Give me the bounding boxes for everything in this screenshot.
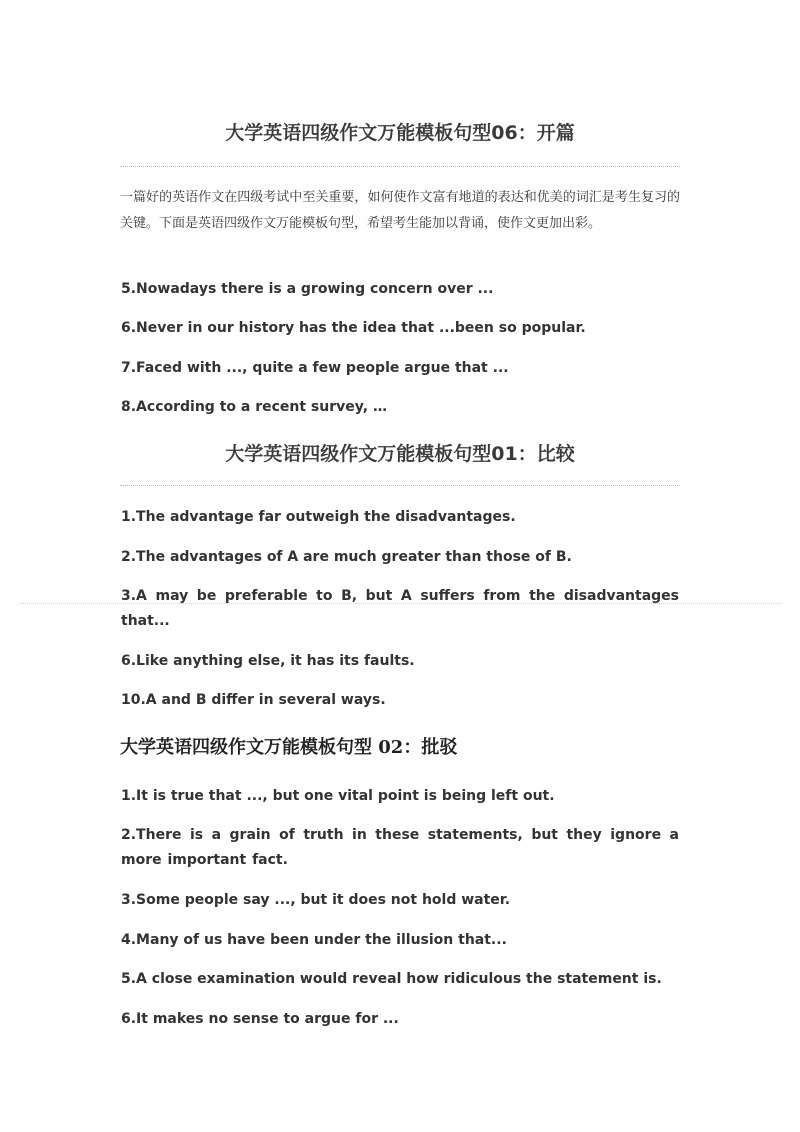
template-sentence: 3.A may be preferable to B, but A suffers from the disadvantages that... bbox=[121, 588, 679, 629]
template-sentence: 8.According to a recent survey, … bbox=[121, 399, 387, 415]
intro-paragraph: 一篇好的英语作文在四级考试中至关重要，如何使作文富有地道的表达和优美的词汇是考生复习的关键。下面是英语四级作文万能模板句型，希望考生能加以背诵，使作文更加出彩。 bbox=[120, 190, 680, 231]
template-sentence: 5.A close examination would reveal how ridiculous the statement is. bbox=[121, 971, 662, 987]
template-sentence: 2.There is a grain of truth in these statements, but they ignore a more important fact. bbox=[121, 827, 679, 868]
template-sentence: 4.Many of us have been under the illusion that... bbox=[121, 932, 507, 948]
template-sentence: 2.The advantages of A are much greater than those of B. bbox=[121, 549, 572, 565]
template-sentence: 3.Some people say ..., but it does not hold water. bbox=[121, 892, 511, 908]
template-sentence: 6.It makes no sense to argue for ... bbox=[121, 1011, 399, 1027]
template-sentence: 1.The advantage far outweigh the disadvantages. bbox=[121, 509, 516, 525]
section-title-opening: 大学英语四级作文万能模板句型06：开篇 bbox=[225, 122, 575, 144]
template-sentence: 7.Faced with ..., quite a few people argue that ... bbox=[121, 360, 509, 376]
section-title-refutation: 大学英语四级作文万能模板句型 02：批驳 bbox=[120, 737, 458, 758]
template-sentence: 10.A and B differ in several ways. bbox=[121, 692, 386, 708]
template-sentence: 5.Nowadays there is a growing concern over ... bbox=[121, 281, 494, 297]
title-divider bbox=[120, 166, 680, 167]
template-sentence: 6.Like anything else, it has its faults. bbox=[121, 653, 415, 669]
title-divider bbox=[120, 485, 680, 486]
section-title-comparison: 大学英语四级作文万能模板句型01：比较 bbox=[225, 443, 575, 465]
template-sentence: 1.It is true that ..., but one vital point is being left out. bbox=[121, 788, 555, 804]
template-sentence: 6.Never in our history has the idea that ...been so popular. bbox=[121, 320, 586, 336]
